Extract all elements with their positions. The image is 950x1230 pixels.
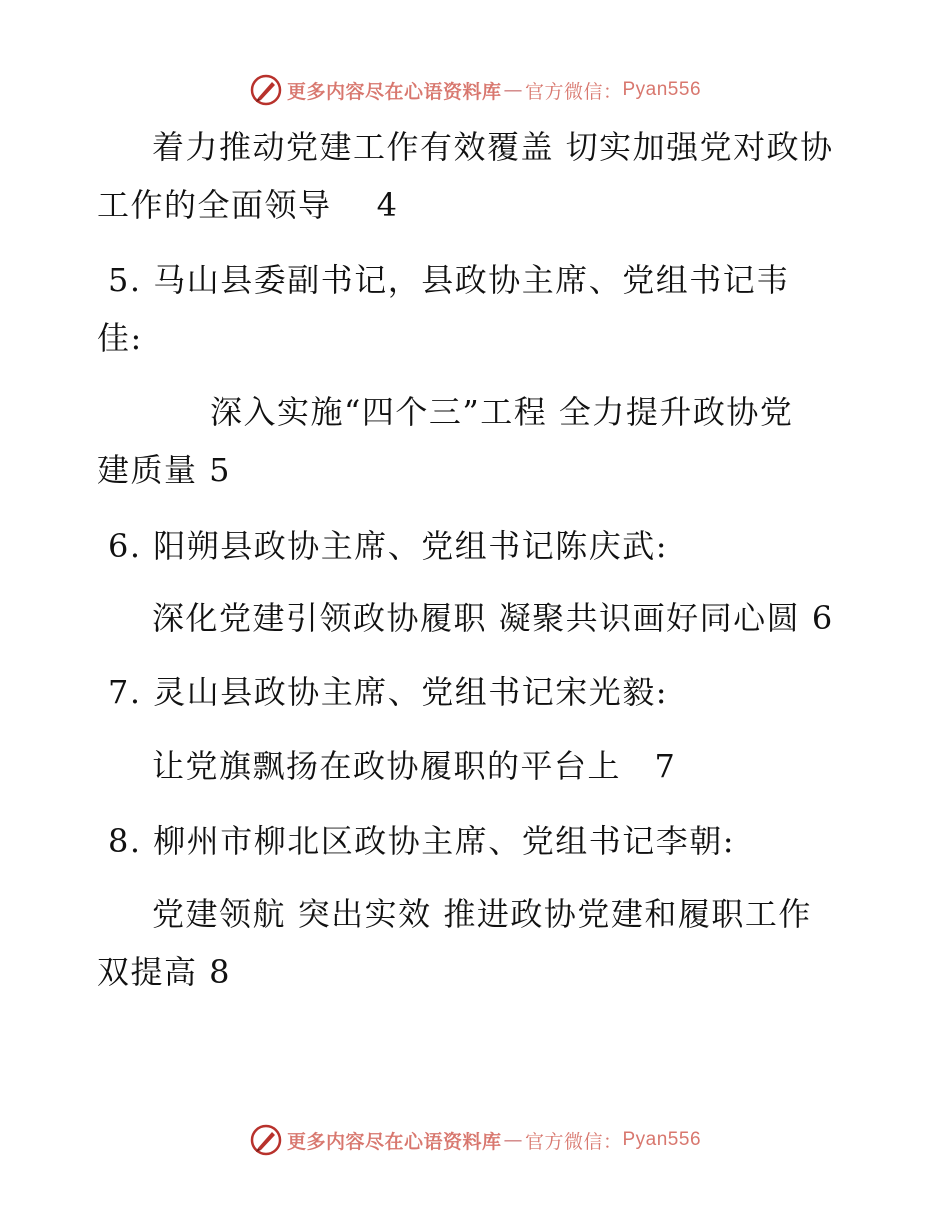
banner-wechat-id: Pyan556 — [622, 1129, 702, 1150]
toc-entry-title-part1: 着力推动党建工作有效覆盖 切实加强党对政协 — [152, 128, 834, 166]
toc-entry-author-cont: 佳: — [97, 319, 143, 357]
toc-entry-title-part2: 工作的全面领导 4 — [97, 186, 399, 224]
banner-wechat-id: Pyan556 — [622, 79, 702, 100]
pen-logo-icon — [249, 73, 283, 107]
toc-entry-title: 让党旗飘扬在政协履职的平台上 7 — [152, 747, 677, 785]
toc-entry-title: 深化党建引领政协履职 凝聚共识画好同心圆 6 — [152, 599, 834, 637]
toc-entry-author: 5. 马山县委副书记，县政协主席、党组书记韦 — [108, 261, 790, 299]
toc-entry-author: 7. 灵山县政协主席、党组书记宋光毅: — [108, 673, 668, 711]
toc-entry-title-part1: 深入实施“四个三”工程 全力提升政协党 — [210, 393, 794, 431]
banner-separator: — — [503, 79, 523, 101]
toc-entry-title-part2: 建质量 5 — [97, 451, 232, 489]
toc-entry-title-part2: 双提高 8 — [97, 953, 232, 991]
pen-logo-icon — [249, 1123, 283, 1157]
banner-title: 更多内容尽在心语资料库 — [286, 1130, 502, 1153]
banner-separator: — — [503, 1129, 523, 1151]
banner-wechat-label: 官方微信： — [524, 80, 623, 103]
toc-entry-author: 6. 阳朔县政协主席、党组书记陈庆武: — [108, 527, 668, 565]
banner-title: 更多内容尽在心语资料库 — [286, 80, 502, 103]
header-banner — [0, 70, 950, 110]
toc-entry-title-part1: 党建领航 突出实效 推进政协党建和履职工作 — [152, 895, 812, 933]
banner-wechat-label: 官方微信： — [524, 1130, 623, 1153]
footer-banner — [0, 1120, 950, 1160]
toc-entry-author: 8. 柳州市柳北区政协主席、党组书记李朝: — [108, 822, 735, 860]
